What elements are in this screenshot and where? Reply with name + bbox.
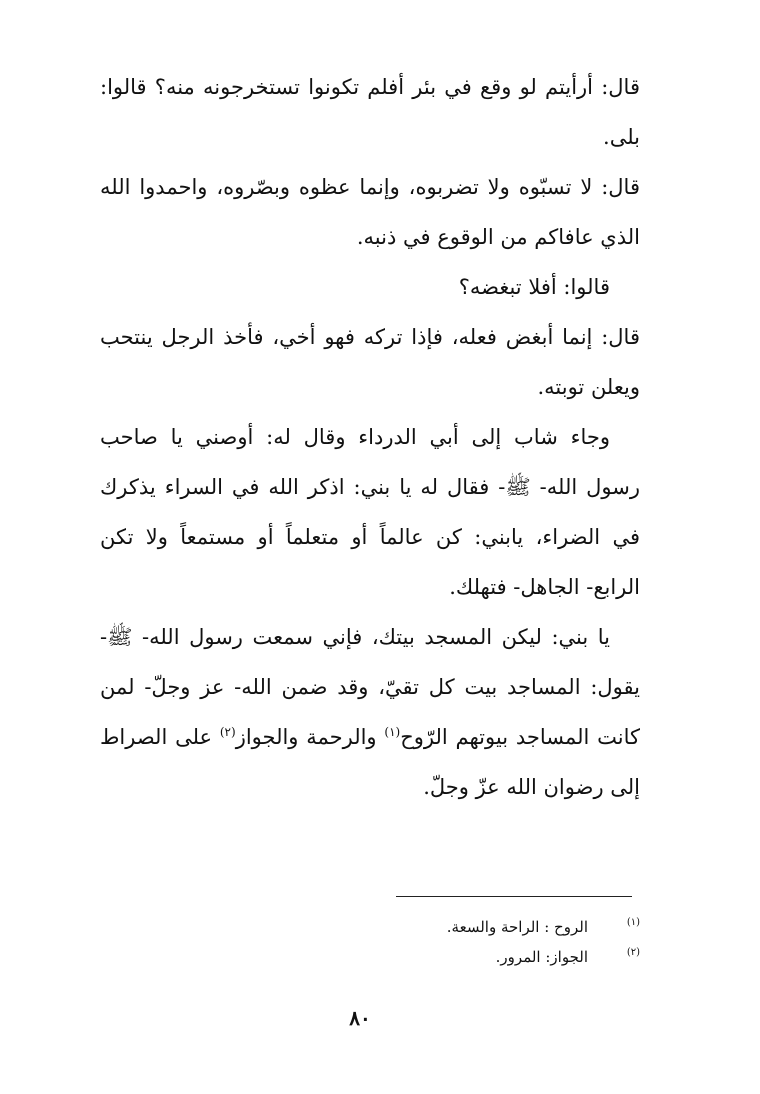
footnote-divider bbox=[396, 896, 632, 897]
paragraph-6 bbox=[100, 612, 640, 812]
paragraph-3: قالوا: أفلا تبغضه؟ bbox=[458, 275, 610, 299]
paragraph-2: قال: لا تسبّوه ولا تضربوه، وإنما عظوه وبصّروه، واحمدوا الله الذي عافاكم من الوقوع في ذنبه. bbox=[100, 175, 640, 249]
paragraph-1: قال: أرأيتم لو وقع في بئر أفلم تكونوا تستخرجونه منه؟ قالوا: بلى. bbox=[100, 75, 640, 149]
footnotes bbox=[300, 912, 640, 972]
main-text bbox=[100, 62, 640, 812]
paragraph-6-end: على الصراط إلى رضوان الله عزّ وجلّ. bbox=[100, 725, 640, 799]
footnote-text: الجواز: المرور. bbox=[495, 948, 588, 966]
footnote-ref-2[interactable]: (٢) bbox=[219, 725, 236, 739]
page-number: ٨٠ bbox=[349, 1006, 371, 1030]
paragraph-4: قال: إنما أبغض فعله، فإذا تركه فهو أخي، فأخذ الرجل ينتحب ويعلن توبته. bbox=[100, 325, 640, 399]
paragraph-5: وجاء شاب إلى أبي الدرداء وقال له: أوصني يا صاحب رسول الله- ﷺ- فقال له يا بني: اذكر الله في السراء يذكرك في الضراء، يابني: كن عالماً أو متعلماً أو مستمعاً ولا تكن الرابع- الجاهل- فتهلك. bbox=[100, 425, 640, 599]
paragraph-6-middle: والرحمة والجواز bbox=[235, 725, 385, 749]
footnote-2 bbox=[300, 942, 640, 972]
footnote-number: (٢) bbox=[626, 947, 640, 958]
footnote-number: (١) bbox=[626, 917, 640, 928]
paragraph-6-text: يا بني: ليكن المسجد بيتك، فإني سمعت رسول الله- ﷺ- يقول: المساجد بيت كل تقيّ، وقد ضمن الله- عز وجلّ- لمن كانت المساجد بيوتهم الرّوح bbox=[100, 625, 640, 749]
footnote-ref-1[interactable]: (١) bbox=[384, 725, 401, 739]
footnote-text: الروح : الراحة والسعة. bbox=[446, 918, 588, 936]
footnote-1 bbox=[300, 912, 640, 942]
